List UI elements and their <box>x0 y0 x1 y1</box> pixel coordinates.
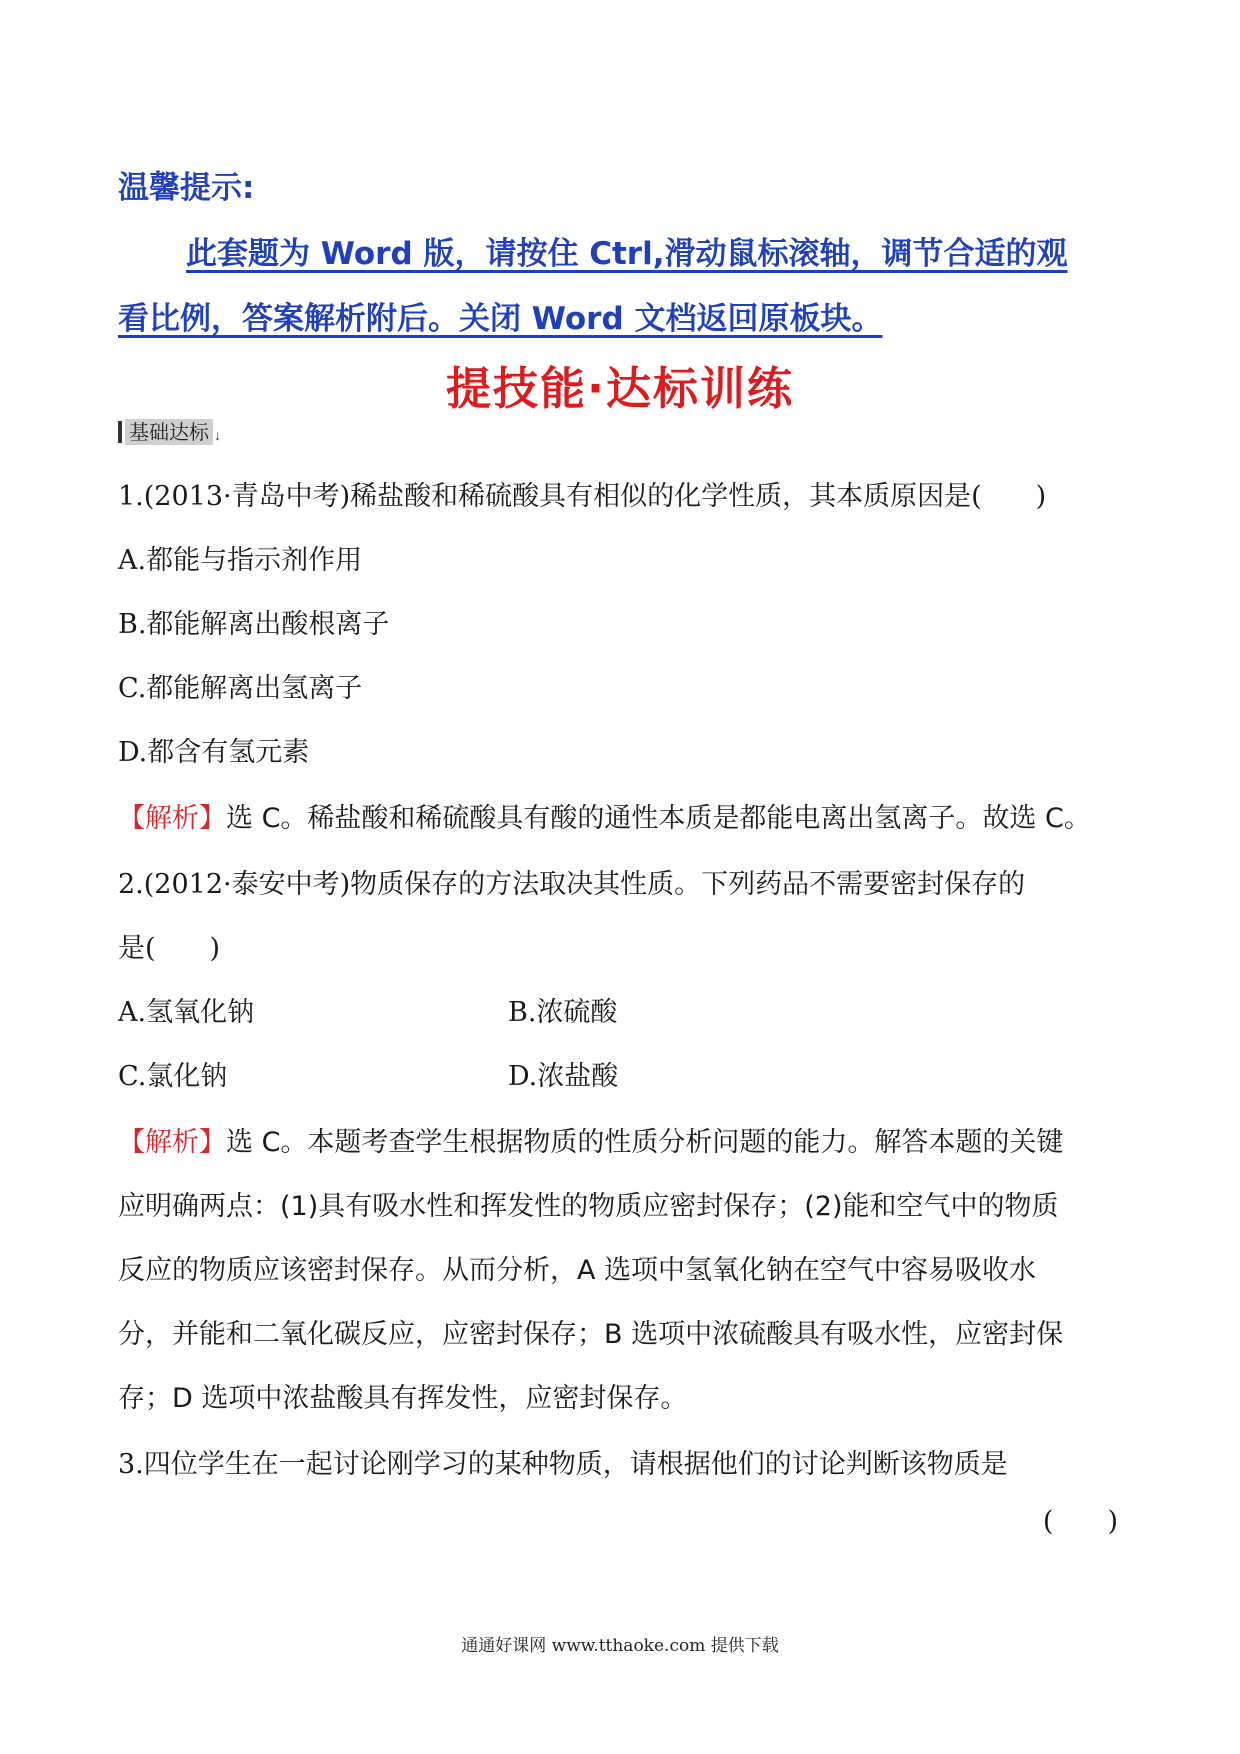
q3-stem: 3.四位学生在一起讨论刚学习的某种物质，请根据他们的讨论判断该物质是 <box>118 1449 1008 1480</box>
q2-analysis-line-5: 存；D 选项中浓盐酸具有挥发性，应密封保存。 <box>118 1383 688 1414</box>
q2-option-c: C.氯化钠 <box>118 1061 228 1092</box>
q1-option-c: C.都能解离出氢离子 <box>118 673 363 704</box>
q1-stem <box>118 474 1046 513</box>
q2-stem-start: 是( <box>118 933 156 964</box>
q1-option-a: A.都能与指示剂作用 <box>118 545 363 576</box>
q2-option-d: D.浓盐酸 <box>508 1061 619 1092</box>
q3-paren-close: ) <box>1107 1506 1118 1537</box>
q2-stem-line-1: 2.(2012·泰安中考)物质保存的方法取决其性质。下列药品不需要密封保存的 <box>118 869 1026 900</box>
section-tag <box>118 419 221 445</box>
tip-line-1: 此套题为 Word 版，请按住 Ctrl,滑动鼠标滚轴，调节合适的观 <box>186 236 1068 272</box>
q1-analysis-text: 选 C。稀盐酸和稀硫酸具有酸的通性本质是都能电离出氢离子。故选 C。 <box>226 803 1091 834</box>
q1-option-d: D.都含有氢元素 <box>118 737 310 768</box>
q1-analysis-tag: 【解析】 <box>118 803 226 834</box>
page-footer: 通通好课网 www.tthaoke.com 提供下载 <box>461 1636 779 1656</box>
q1-stem-close: ) <box>1035 481 1047 512</box>
q2-analysis-line-4: 分，并能和二氧化碳反应，应密封保存；B 选项中浓硫酸具有吸水性，应密封保 <box>118 1319 1064 1350</box>
section-bar <box>118 421 122 443</box>
tip-title: 温馨提示: <box>118 170 255 206</box>
q1-analysis <box>118 796 1091 835</box>
q2-stem-close: ) <box>209 933 221 964</box>
section-label: 基础达标 <box>125 419 213 445</box>
q2-analysis-line-2: 应明确两点：(1)具有吸水性和挥发性的物质应密封保存；(2)能和空气中的物质 <box>118 1191 1059 1222</box>
q2-analysis-text-1: 选 C。本题考查学生根据物质的性质分析问题的能力。解答本题的关键 <box>226 1127 1064 1158</box>
q3-answer-paren <box>0 1506 1118 1537</box>
page-title: 提技能·达标训练 <box>445 362 795 415</box>
q2-analysis-tag: 【解析】 <box>118 1127 226 1158</box>
q1-stem-text: 1.(2013·青岛中考)稀盐酸和稀硫酸具有相似的化学性质，其本质原因是( <box>118 481 982 512</box>
tip-line-2: 看比例，答案解析附后。关闭 Word 文档返回原板块。 <box>118 301 883 337</box>
q3-paren-open: ( <box>1042 1506 1054 1537</box>
q2-stem-line-2 <box>118 926 220 965</box>
q2-analysis-line-1 <box>118 1120 1063 1159</box>
q2-analysis-line-3: 反应的物质应该密封保存。从而分析，A 选项中氢氧化钠在空气中容易吸收水 <box>118 1255 1037 1286</box>
q2-option-a: A.氢氧化钠 <box>118 997 255 1028</box>
q1-option-b: B.都能解离出酸根离子 <box>118 609 390 640</box>
down-arrow-icon: ↓ <box>214 429 221 444</box>
q2-option-b: B.浓硫酸 <box>508 997 618 1028</box>
